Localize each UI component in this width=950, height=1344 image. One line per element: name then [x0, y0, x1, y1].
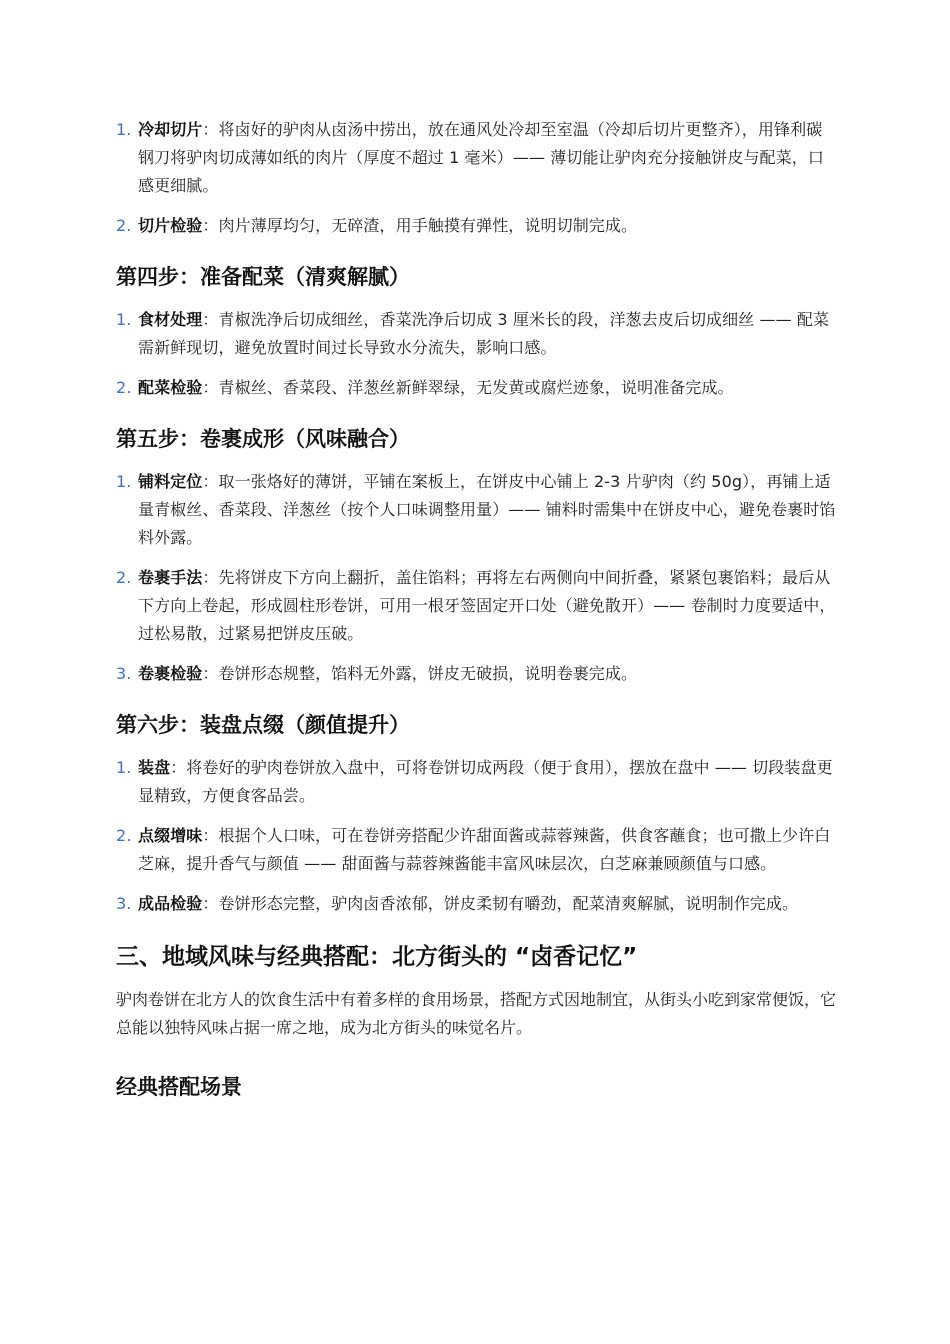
- list-text: ：青椒洗净后切成细丝，香菜洗净后切成 3 厘米长的段，洋葱去皮后切成细丝 —— 配菜需新鲜现切，避免放置时间过长导致水分流失，影响口感。: [138, 310, 830, 357]
- list-term: 冷却切片: [138, 120, 203, 139]
- list-number: 1.: [116, 120, 132, 139]
- list-term: 配菜检验: [138, 378, 203, 397]
- step3-list: [116, 116, 836, 240]
- step4-list: [116, 306, 836, 402]
- list-number: 1.: [116, 310, 132, 329]
- list-number: 1.: [116, 472, 132, 491]
- list-item: [116, 468, 836, 552]
- list-number: 3.: [116, 894, 132, 913]
- list-term: 成品检验: [138, 894, 203, 913]
- list-term: 食材处理: [138, 310, 203, 329]
- list-item: [116, 822, 836, 878]
- list-number: 2.: [116, 826, 132, 845]
- step4-heading: 第四步：准备配菜（清爽解腻）: [116, 265, 410, 289]
- step5-list: [116, 468, 836, 688]
- list-item: [116, 212, 836, 240]
- document-page: [116, 116, 836, 1102]
- list-number: 2.: [116, 216, 132, 235]
- list-term: 铺料定位: [138, 472, 203, 491]
- step6-heading: 第六步：装盘点缀（颜值提升）: [116, 713, 410, 737]
- list-text: ：肉片薄厚均匀，无碎渣，用手触摸有弹性，说明切制完成。: [202, 216, 638, 235]
- list-number: 2.: [116, 568, 132, 587]
- step5-heading: 第五步：卷裹成形（风味融合）: [116, 427, 410, 451]
- list-item: [116, 374, 836, 402]
- list-item: [116, 754, 836, 810]
- list-text: ：卷饼形态完整，驴肉卤香浓郁，饼皮柔韧有嚼劲，配菜清爽解腻，说明制作完成。: [202, 894, 799, 913]
- list-text: ：卷饼形态规整，馅料无外露，饼皮无破损，说明卷裹完成。: [202, 664, 638, 683]
- list-text: ：将卷好的驴肉卷饼放入盘中，可将卷饼切成两段（便于食用），摆放在盘中 —— 切段装盘更显精致，方便食客品尝。: [138, 758, 833, 805]
- step6-list: [116, 754, 836, 918]
- list-number: 3.: [116, 664, 132, 683]
- list-text: ：将卤好的驴肉从卤汤中捞出，放在通风处冷却至室温（冷却后切片更整齐），用锋利碳钢刀将驴肉切成薄如纸的肉片（厚度不超过 1 毫米）—— 薄切能让驴肉充分接触饼皮与配菜，口感更细腻。: [138, 120, 824, 195]
- list-term: 卷裹手法: [138, 568, 203, 587]
- list-item: [116, 890, 836, 918]
- list-item: [116, 564, 836, 648]
- list-text: ：先将饼皮下方向上翻折，盖住馅料；再将左右两侧向中间折叠，紧紧包裹馅料；最后从下方向上卷起，形成圆柱形卷饼，可用一根牙签固定开口处（避免散开）—— 卷制时力度要适中，过松易散，过紧易把饼皮压破。: [138, 568, 836, 643]
- list-number: 1.: [116, 758, 132, 777]
- list-item: [116, 306, 836, 362]
- list-item: [116, 660, 836, 688]
- list-text: ：青椒丝、香菜段、洋葱丝新鲜翠绿，无发黄或腐烂迹象，说明准备完成。: [202, 378, 734, 397]
- list-term: 点缀增味: [138, 826, 203, 845]
- section3-paragraph: 驴肉卷饼在北方人的饮食生活中有着多样的食用场景，搭配方式因地制宜，从街头小吃到家常便饭，它总能以独特风味占据一席之地，成为北方街头的味觉名片。: [116, 990, 837, 1037]
- section3-subheading: 经典搭配场景: [116, 1075, 242, 1099]
- list-text: ：根据个人口味，可在卷饼旁搭配少许甜面酱或蒜蓉辣酱，供食客蘸食；也可撒上少许白芝麻，提升香气与颜值 —— 甜面酱与蒜蓉辣酱能丰富风味层次，白芝麻兼顾颜值与口感。: [138, 826, 831, 873]
- list-term: 装盘: [138, 758, 171, 777]
- list-term: 卷裹检验: [138, 664, 203, 683]
- list-term: 切片检验: [138, 216, 203, 235]
- list-item: [116, 116, 836, 200]
- list-text: ：取一张烙好的薄饼，平铺在案板上，在饼皮中心铺上 2-3 片驴肉（约 50g），再铺上适量青椒丝、香菜段、洋葱丝（按个人口味调整用量）—— 铺料时需集中在饼皮中心，避免卷裹时馅料外露。: [138, 472, 836, 547]
- section3-heading: 三、地域风味与经典搭配：北方街头的 “卤香记忆”: [116, 944, 638, 970]
- list-number: 2.: [116, 378, 132, 397]
